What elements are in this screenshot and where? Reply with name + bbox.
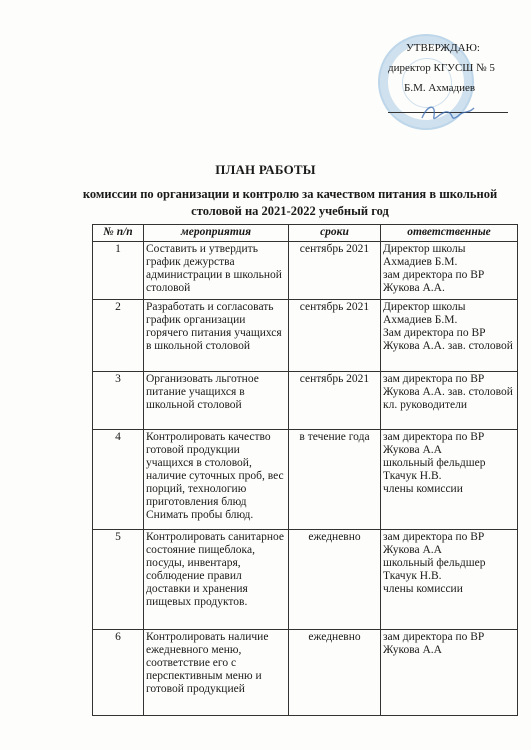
row-number: 1 [93, 242, 144, 300]
responsible-line: Жукова А.А [383, 644, 442, 656]
responsible-line: Жукова А.А. зав. столовой [383, 386, 513, 398]
responsible-line: зам директора по ВР [383, 431, 485, 443]
header-responsible: ответственные [381, 225, 518, 242]
row-responsible [381, 242, 518, 300]
work-plan-table [92, 224, 518, 716]
row-responsible [381, 530, 518, 630]
responsible-line: Ткачук Н.В. [383, 470, 442, 482]
approver-position: директор КГУСШ № 5 [388, 62, 495, 74]
row-deadline: ежедневно [289, 530, 381, 630]
responsible-line: школьный фельдшер [383, 457, 486, 469]
responsible-line: Жукова А.А [383, 544, 442, 556]
row-activity: Организовать льготное питание учащихся в школьной столовой [144, 372, 289, 430]
responsible-line: зам директора по ВР [383, 631, 485, 643]
header-number: № п/п [93, 225, 144, 242]
row-activity: Контролировать санитарное состояние пищеблока, посуды, инвентаря, соблюдение правил доставки и хранения пищевых продуктов. [144, 530, 289, 630]
responsible-line: Директор школы [383, 301, 466, 313]
row-activity: Составить и утвердить график дежурства администрации в школьной столовой [144, 242, 289, 300]
responsible-line: Ахмадиев Б.М. [383, 256, 458, 268]
responsible-line: члены комиссии [383, 583, 463, 595]
row-responsible [381, 630, 518, 716]
subtitle-line-1: комиссии по организации и контролю за качеством питания в школьной [82, 187, 498, 201]
row-activity: Контролировать качество готовой продукции учащихся в столовой, наличие суточных проб, вес порций, технологию приготовления блюд Снимать пробы блюд. [144, 430, 289, 530]
row-number: 6 [93, 630, 144, 716]
document-title: ПЛАН РАБОТЫ [215, 162, 316, 177]
handwritten-signature [418, 100, 478, 126]
responsible-line: Жукова А.А. [383, 282, 445, 294]
table-row [93, 372, 518, 430]
responsible-line: школьный фельдшер [383, 557, 486, 569]
responsible-line: Ткачук Н.В. [383, 570, 442, 582]
approver-name: Б.М. Ахмадиев [404, 82, 476, 94]
row-deadline: ежедневно [289, 630, 381, 716]
row-number: 2 [93, 300, 144, 372]
row-activity: Разработать и согласовать график организации горячего питания учащихся в школьной столовой [144, 300, 289, 372]
responsible-line: зам директора по ВР [383, 269, 485, 281]
row-activity: Контролировать наличие ежедневного меню, соответствие его с перспективным меню и готовой продукцией [144, 630, 289, 716]
document-subtitle [60, 186, 520, 220]
row-deadline: сентябрь 2021 [289, 300, 381, 372]
table-row [93, 530, 518, 630]
table-header-row [93, 225, 518, 242]
approve-label: УТВЕРЖДАЮ: [406, 42, 480, 54]
responsible-line: зам директора по ВР [383, 531, 485, 543]
header-activity: мероприятия [144, 225, 289, 242]
row-deadline: сентябрь 2021 [289, 372, 381, 430]
row-deadline: сентябрь 2021 [289, 242, 381, 300]
row-responsible [381, 430, 518, 530]
table-row [93, 242, 518, 300]
row-responsible [381, 300, 518, 372]
responsible-line: Ахмадиев Б.М. [383, 314, 458, 326]
responsible-line: Директор школы [383, 243, 466, 255]
responsible-line: Жукова А.А. зав. столовой [383, 340, 513, 352]
table-row [93, 430, 518, 530]
row-deadline: в течение года [289, 430, 381, 530]
responsible-line: члены комиссии [383, 483, 463, 495]
table-row [93, 300, 518, 372]
responsible-line: кл. руководители [383, 399, 467, 411]
responsible-line: Жукова А.А [383, 444, 442, 456]
row-responsible [381, 372, 518, 430]
table-row [93, 630, 518, 716]
responsible-line: Зам директора по ВР [383, 327, 486, 339]
row-number: 5 [93, 530, 144, 630]
subtitle-line-2: столовой на 2021-2022 учебный год [191, 204, 389, 218]
header-deadline: сроки [289, 225, 381, 242]
row-number: 3 [93, 372, 144, 430]
row-number: 4 [93, 430, 144, 530]
responsible-line: зам директора по ВР [383, 373, 485, 385]
